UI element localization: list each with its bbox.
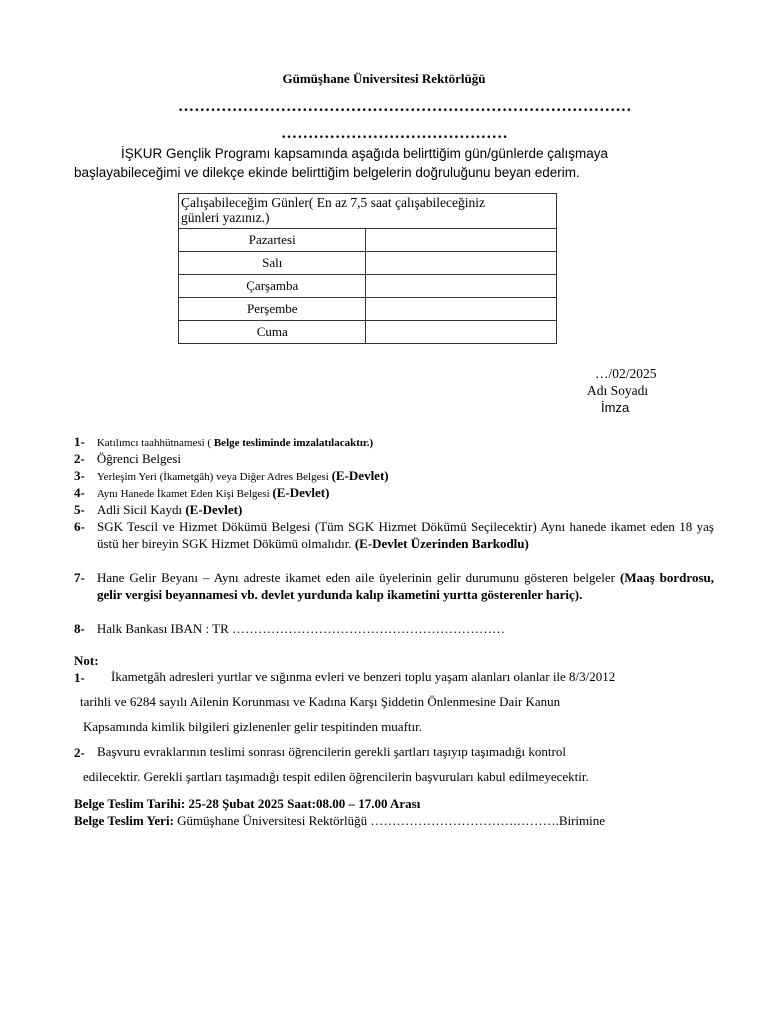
day-label: Cuma [179, 321, 366, 344]
list-item: 6- [74, 519, 85, 534]
list-item-text: SGK Tescil ve Hizmet Dökümü Belgesi (Tüm SGK Hizmet Dökümü Seçilecektir) Aynı hanede ikamet eden 18 yaş üstü her bireyin SGK Hizmet Dökümü olmalıdır. (E-Devlet Üzerinden Barkodlu) [97, 519, 714, 551]
notes-title: Not: [74, 653, 99, 668]
note-2-line-1: Başvuru evraklarının teslimi sonrası öğrencilerin gerekli şartları taşıyıp taşımadığı kontrol [97, 744, 566, 759]
day-label: Salı [179, 252, 366, 275]
submission-place: Belge Teslim Yeri: Gümüşhane Üniversitesi Rektörlüğü …………………………….……….Birimine [74, 813, 606, 828]
signature-date: …/02/2025 [595, 366, 657, 381]
note-1-line-1: İkametgâh adresleri yurtlar ve sığınma evleri ve benzeri toplu yaşam alanları olanlar ile 8/3/2012 [111, 669, 616, 684]
list-item: 7- [74, 570, 85, 585]
list-item: 4- Aynı Hanede İkamet Eden Kişi Belgesi (E-Devlet) [74, 485, 330, 500]
day-label: Perşembe [179, 298, 366, 321]
submission-date: Belge Teslim Tarihi: 25-28 Şubat 2025 Saat:08.00 – 17.00 Arası [74, 796, 421, 811]
note-number: 2- [74, 745, 85, 760]
document-title: Gümüşhane Üniversitesi Rektörlüğü [282, 71, 486, 86]
list-item: 2- Öğrenci Belgesi [74, 451, 181, 466]
signature-name-label: Adı Soyadı [587, 383, 649, 398]
list-item-text: Hane Gelir Beyanı – Aynı adreste ikamet eden aile üyelerinin gelir durumunu gösteren belgeler (Maaş bordrosu, gelir vergisi beyannamesi vb. devlet yurdunda kalıp ikametini yurtta gösterenler hariç). [97, 570, 714, 602]
table-row [179, 298, 557, 321]
note-1-line-2: tarihli ve 6284 sayılı Ailenin Korunması ve Kadına Karşı Şiddetin Önlenmesine Dair Kanun [80, 694, 561, 709]
day-entry-cell[interactable] [366, 298, 557, 321]
intro-line-2: başlayabileceğimi ve dilekçe ekinde belirttiğim belgelerin doğruluğunu beyan ederim. [74, 165, 580, 180]
day-label: Pazartesi [179, 229, 366, 252]
list-item: 1- Katılımcı taahhütnamesi ( Belge tesliminde imzalatılacaktır.) [74, 434, 374, 449]
recipient-dots-line: ………………………………………………………………………… [178, 98, 632, 115]
table-row [179, 252, 557, 275]
working-days-table [178, 193, 557, 344]
list-item: 3- Yerleşim Yeri (İkametgâh) veya Diğer Adres Belgesi (E-Devlet) [74, 468, 389, 483]
iban-field: Halk Bankası IBAN : TR ……………………………………………………… [96, 621, 506, 636]
list-item: 8- Halk Bankası IBAN : TR ……………………………………………………… [74, 621, 506, 636]
signature-sign-label: İmza [601, 400, 630, 415]
working-days-header: Çalışabileceğim Günler( En az 7,5 saat çalışabileceğiniz günleri yazınız.) [179, 194, 557, 229]
note-1-line-3: Kapsamında kimlik bilgileri gizlenenler gelir tespitinden muaftır. [83, 719, 422, 734]
table-row [179, 229, 557, 252]
intro-line-1: İŞKUR Gençlik Programı kapsamında aşağıda belirttiğim gün/günlerde çalışmaya [121, 146, 608, 161]
recipient-dots-line-2: …………………………………… [281, 125, 508, 142]
note-2-line-2: edilecektir. Gerekli şartları taşımadığı tespit edilen öğrencilerin başvuruları kabul edilmeyecektir. [83, 769, 589, 784]
list-item: 5- Adli Sicil Kaydı (E-Devlet) [74, 502, 243, 517]
day-entry-cell[interactable] [366, 252, 557, 275]
table-row [179, 275, 557, 298]
day-entry-cell[interactable] [366, 275, 557, 298]
note-number: 1- [74, 670, 85, 685]
day-entry-cell[interactable] [366, 229, 557, 252]
day-entry-cell[interactable] [366, 321, 557, 344]
day-label: Çarşamba [179, 275, 366, 298]
table-row [179, 321, 557, 344]
